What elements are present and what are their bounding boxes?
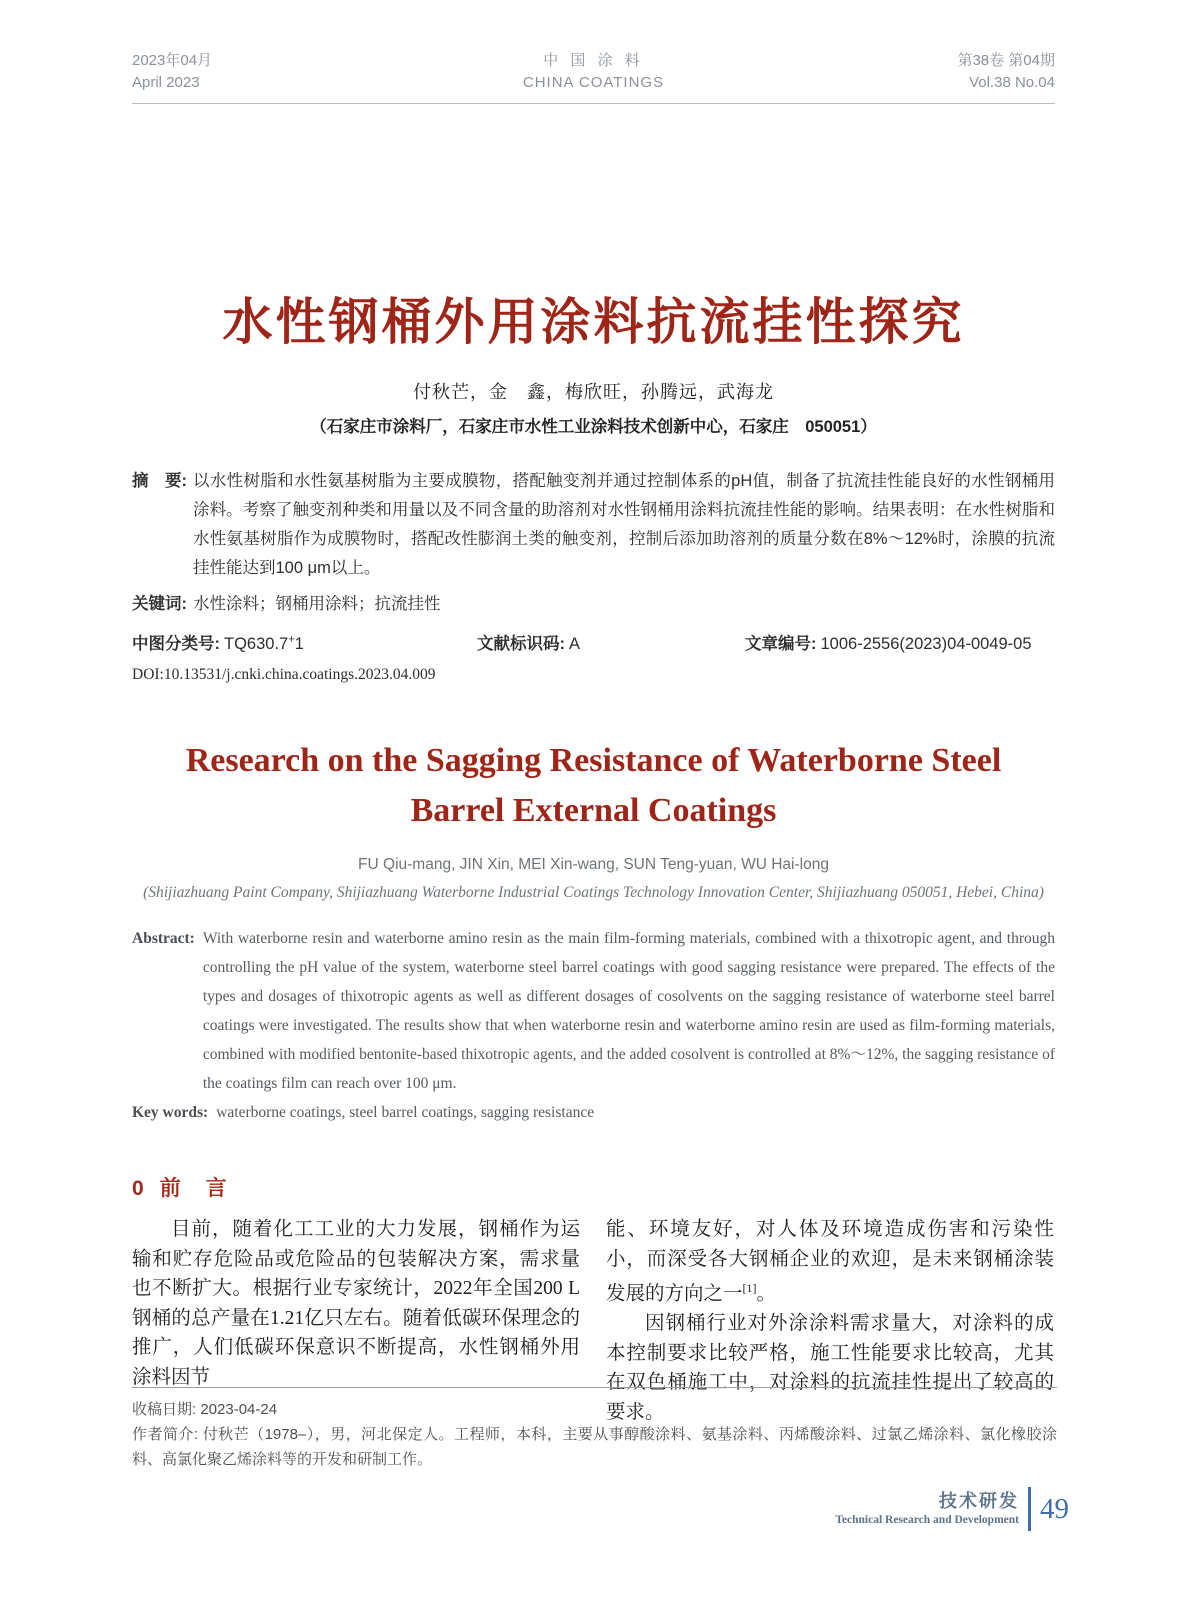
doc-code-label: 文献标识码: bbox=[477, 635, 565, 653]
clc-value-base: TQ630.7 bbox=[224, 635, 289, 653]
page-number: 49 bbox=[1040, 1492, 1069, 1525]
header-journal-cn: 中 国 涂 料 bbox=[543, 52, 644, 69]
header-journal-en: CHINA COATINGS bbox=[522, 74, 665, 91]
abstract-cn-text: 以水性树脂和水性氨基树脂为主要成膜物，搭配触变剂并通过控制体系的pH值，制备了抗流挂性能良好的水性钢桶用涂料。考察了触变剂种类和用量以及不同含量的助溶剂对水性钢桶用涂料抗流挂性能的影响。结果表明：在水性树脂和水性氨基树脂作为成膜物时，搭配改性膨润土类的触变剂，控制后添加助溶剂的质量分数在8%～12%时，涂膜的抗流挂性能达到100 μm以上。 bbox=[193, 472, 1055, 577]
footnote-block bbox=[132, 1387, 1057, 1472]
abstract-en bbox=[132, 924, 1055, 1098]
intro-p1-end: 。 bbox=[756, 1283, 777, 1305]
header-date-en: April 2023 bbox=[132, 74, 200, 91]
clc-superscript: + bbox=[288, 633, 295, 646]
article-id-value: 1006-2556(2023)04-0049-05 bbox=[820, 635, 1032, 653]
authors-cn: 付秋芒，金 鑫，梅欣旺，孙腾远，武海龙 bbox=[413, 382, 774, 402]
citation-ref-1: [1] bbox=[742, 1281, 757, 1295]
journal-header-row-cn bbox=[132, 50, 1055, 72]
intro-paragraph-1: 目前，随着化工工业的大力发展，钢桶作为运输和贮存危险品或危险品的包装解决方案，需求量也不断扩大。根据行业专家统计，2022年全国200 L钢桶的总产量在1.21亿只左右。随着低碳环保理念的推广，人们低碳环保意识不断提高，水性钢桶外用涂料因节 bbox=[132, 1219, 580, 1388]
clc-value bbox=[224, 635, 304, 653]
header-issue-cn: 第38卷 第04期 bbox=[957, 52, 1055, 69]
intro-paragraph-2: 因钢桶行业对外涂涂料需求量大，对涂料的成本控制要求比较严格，施工性能要求比较高，尤其在双色桶施工中，对涂料的抗流挂性提出了较高的要求。 bbox=[606, 1313, 1054, 1423]
article-id-item bbox=[745, 630, 1032, 654]
author-bio: 作者简介: 付秋芒（1978–），男，河北保定人。工程师，本科，主要从事醇酸涂料、氨基涂料、丙烯酸涂料、过氯乙烯涂料、氯化橡胶涂料、高氯化聚乙烯涂料等的开发和研制工作。 bbox=[132, 1426, 1057, 1468]
header-issue-en: Vol.38 No.04 bbox=[969, 74, 1055, 91]
intro-p1-text: 能、环境友好，对人体及环境造成伤害和污染性小，而深受各大钢桶企业的欢迎，是未来钢桶涂装发展的方向之一 bbox=[606, 1219, 1054, 1305]
keywords-en bbox=[132, 1100, 1055, 1126]
clc-label: 中图分类号: bbox=[132, 635, 220, 653]
clc-value-tail: 1 bbox=[294, 635, 304, 653]
abstract-cn bbox=[132, 467, 1055, 583]
keywords-cn-text: 水性涂料；钢桶用涂料；抗流挂性 bbox=[193, 595, 441, 613]
keywords-cn bbox=[132, 591, 1055, 617]
keywords-en-label: Key words: bbox=[132, 1104, 209, 1121]
section-0-heading bbox=[132, 1172, 1055, 1202]
journal-header-row-en bbox=[132, 72, 1055, 94]
keywords-cn-label: 关键词: bbox=[132, 595, 187, 613]
affiliation-en: (Shijiazhuang Paint Company, Shijiazhuang Waterborne Industrial Coatings Technology Innovation Center, Shijiazhuang 050051, Hebei, China) bbox=[143, 884, 1044, 901]
clc-item bbox=[132, 630, 477, 654]
received-date: 收稿日期: 2023-04-24 bbox=[132, 1401, 278, 1418]
doc-code-value: A bbox=[569, 635, 581, 653]
footer-section-en: Technical Research and Development bbox=[835, 1514, 1019, 1526]
affiliation-cn: （石家庄市涂料厂，石家庄市水性工业涂料技术创新中心，石家庄 050051） bbox=[310, 418, 877, 436]
article-id-label: 文章编号: bbox=[745, 635, 817, 653]
journal-header bbox=[132, 0, 1055, 104]
footer-section-cn: 技术研发 bbox=[939, 1491, 1019, 1511]
footer-section-labels bbox=[835, 1490, 1028, 1528]
header-date-cn: 2023年04月 bbox=[132, 52, 213, 69]
intro-paragraph-1-continued bbox=[606, 1215, 1054, 1309]
abstract-cn-label: 摘 要: bbox=[132, 472, 187, 490]
abstract-en-text: With waterborne resin and waterborne amino resin as the main film-forming materials, combined with a thixotropic agent, and through controlling the pH value of the system, waterborne steel barrel coatings with good sagging resistance were prepared. The effects of the types and dosages of thixotropic agents as well as different dosages of cosolvents on the sagging resistance of waterborne steel barrel coatings were investigated. The results show that when waterborne resin and waterborne amino resin are used as film-forming materials, combined with modified bentonite-based thixotropic agents, and the added cosolvent is controlled at 8%～12%, the sagging resistance of the coatings film can reach over 100 μm. bbox=[202, 930, 1055, 1092]
section-0-number: 0 bbox=[132, 1177, 144, 1200]
abstract-en-label: Abstract: bbox=[132, 930, 195, 947]
doi: DOI:10.13531/j.cnki.china.coatings.2023.04.009 bbox=[132, 666, 436, 683]
doc-code-item bbox=[477, 630, 745, 654]
section-0-title: 前 言 bbox=[159, 1177, 229, 1200]
classification-row bbox=[132, 630, 1055, 654]
keywords-en-text: waterborne coatings, steel barrel coatings, sagging resistance bbox=[216, 1104, 595, 1121]
article-title-cn: 水性钢桶外用涂料抗流挂性探究 bbox=[222, 294, 965, 350]
page-footer bbox=[835, 1487, 1069, 1531]
article-title-en: Research on the Sagging Resistance of Waterborne Steel Barrel External Coatings bbox=[185, 742, 1002, 829]
authors-en: FU Qiu-mang, JIN Xin, MEI Xin-wang, SUN Teng-yuan, WU Hai-long bbox=[358, 856, 829, 873]
